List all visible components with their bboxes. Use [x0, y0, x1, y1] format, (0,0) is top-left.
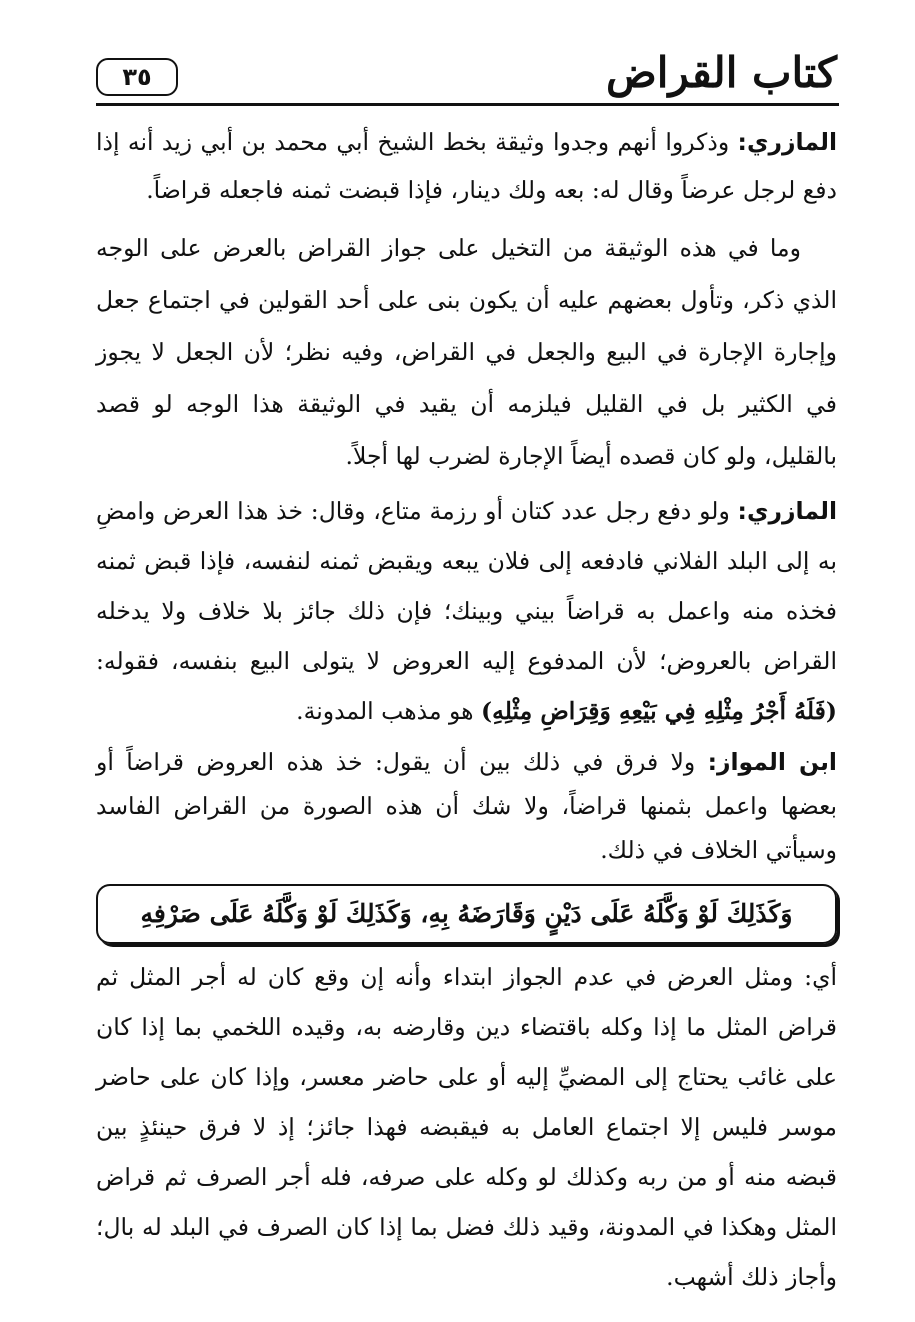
body-text	[96, 118, 837, 1302]
paragraph-mazari-1	[96, 118, 837, 214]
page-header-title: كتاب القراض	[606, 48, 837, 97]
paragraph-explanation	[96, 952, 837, 1302]
speaker-name: ابن المواز:	[707, 748, 837, 776]
paragraph-ibn-mawaz	[96, 740, 837, 872]
paragraph-mazari-2	[96, 486, 837, 736]
paragraph-commentary-1	[96, 222, 837, 482]
header-divider	[96, 103, 839, 106]
paragraph-text: وما في هذه الوثيقة من التخيل على جواز القراض بالعرض على الوجه الذي ذكر، وتأول بعضهم عليه أن يكون بنى على أحد القولين في اجتماع جعل وإجارة الإجارة في البيع والجعل في القراض، وفيه نظر؛ لأن الجعل لا يجوز في الكثير بل في القليل فيلزمه أن يقيد في الوثيقة هذا الوجه لو قصد بالقليل، ولو كان قصده أيضاً الإجارة لضرب لها أجلاً.	[96, 234, 837, 470]
page-number-badge	[96, 58, 178, 96]
paragraph-text: أي: ومثل العرض في عدم الجواز ابتداء وأنه إن وقع كان له أجر المثل ثم قراض المثل ما إذا وكله باقتضاء دين وقارضه به، وقيده اللخمي بما إذا كان على غائب يحتاج إلى المضيِّ إليه أو على حاضر معسر، وإذا كان على حاضر موسر فليس إلا اجتماع العامل به فيقبضه فهذا جائز؛ إذ لا فرق حينئذٍ بين قبضه منه أو من ربه وكذلك لو وكله على صرفه، فله أجر الصرف ثم قراض المثل وهكذا في المدونة، وقيد ذلك فضل بما إذا كان الصرف في البلد له بال؛ وأجاز ذلك أشهب.	[96, 963, 837, 1291]
paragraph-text: وذكروا أنهم وجدوا وثيقة بخط الشيخ أبي محمد بن أبي زيد أنه إذا دفع لرجل عرضاً وقال له: بعه ولك دينار، فإذا قبضت ثمنه فاجعله قراضاً.	[96, 128, 837, 204]
speaker-name: المازري:	[737, 497, 837, 525]
matn-box	[96, 884, 837, 944]
matn-text: وَكَذَلِكَ لَوْ وَكَّلَهُ عَلَى دَيْنٍ وَقَارَضَهُ بِهِ، وَكَذَلِكَ لَوْ وَكَّلَهُ عَلَى صَرْفِهِ	[140, 899, 793, 928]
page-number: ٣٥	[122, 63, 152, 91]
speaker-name: المازري:	[737, 128, 837, 156]
paragraph-text: ولا فرق في ذلك بين أن يقول: خذ هذه العروض قراضاً أو بعضها واعمل بثمنها قراضاً، ولا شك أن هذه الصورة من القراض الفاسد وسيأتي الخلاف في ذلك.	[96, 748, 837, 864]
quoted-matn: (فَلَهُ أَجْرُ مِثْلِهِ فِي بَيْعِهِ وَقِرَاضِ مِثْلِهِ)	[481, 697, 837, 725]
paragraph-text-after: هو مذهب المدونة.	[296, 697, 482, 725]
paragraph-text: ولو دفع رجل عدد كتان أو رزمة متاع، وقال: خذ هذا العرض وامضِ به إلى البلد الفلاني فادفعه إلى فلان يبعه ويقبض ثمنه لنفسه، فإذا قبض ثمنه فخذه منه واعمل به قراضاً بيني وبينك؛ فإن ذلك جائز بلا خلاف ولا يدخله القراض بالعروض؛ لأن المدفوع إليه العروض لا يتولى البيع بنفسه، فقوله:	[96, 497, 838, 675]
